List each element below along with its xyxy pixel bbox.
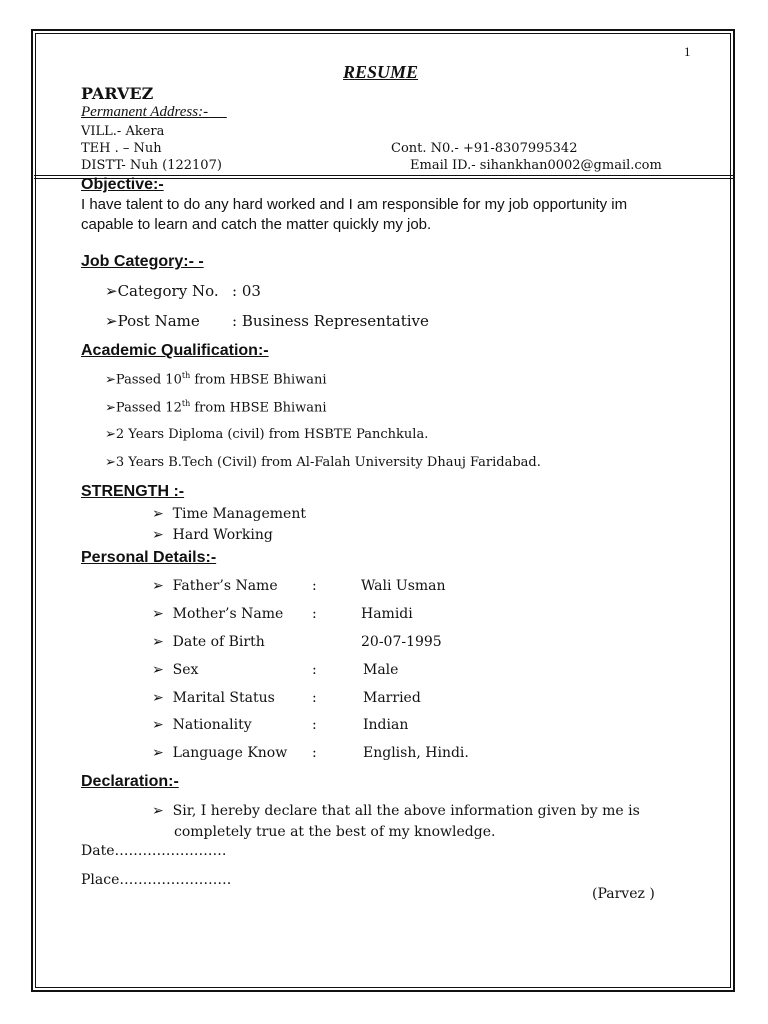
academic-heading: Academic Qualification:- <box>81 342 269 359</box>
academic-item: ➢Passed 10th from HBSE Bhiwani <box>105 371 327 388</box>
place-line: Place…………………… <box>81 872 232 888</box>
personal-row-label: ➢ Sex <box>152 662 199 678</box>
personal-row-label: ➢ Language Know <box>152 745 288 761</box>
declaration-line-2: completely true at the best of my knowledge. <box>174 824 496 840</box>
personal-row-separator: : <box>312 606 317 622</box>
personal-row-value: Married <box>363 690 421 706</box>
personal-row-value: Indian <box>363 717 409 733</box>
objective-heading: Objective:- <box>81 176 164 193</box>
personal-row-value: 20-07-1995 <box>361 634 442 650</box>
job-category-item: ➢Post Name <box>105 312 200 330</box>
personal-row-separator: : <box>312 578 317 594</box>
personal-row-label: ➢ Nationality <box>152 717 252 733</box>
contact-number: Cont. N0.- +91-8307995342 <box>391 141 578 156</box>
job-category-heading: Job Category:- - <box>81 253 204 270</box>
personal-row-label: ➢ Father’s Name <box>152 578 278 594</box>
signature: (Parvez ) <box>592 886 655 902</box>
address-village: VILL.- Akera <box>81 124 165 139</box>
address-district: DISTT- Nuh (122107) <box>81 158 222 173</box>
personal-row-label: ➢ Marital Status <box>152 690 275 706</box>
personal-row-separator: : <box>312 717 317 733</box>
job-category-item: ➢Category No. <box>105 282 219 300</box>
strength-item: ➢ Time Management <box>152 506 306 522</box>
personal-row-value: English, Hindi. <box>363 745 469 761</box>
personal-row-value: Wali Usman <box>361 578 446 594</box>
document-title: RESUME <box>343 62 419 82</box>
personal-row-label: ➢ Mother’s Name <box>152 606 284 622</box>
address-label: Permanent Address:- <box>81 104 209 120</box>
email-address: Email ID.- sihankhan0002@gmail.com <box>410 158 662 173</box>
objective-line-1: I have talent to do any hard worked and I am responsible for my job opportunity im <box>81 196 628 213</box>
date-line: Date…………………… <box>81 843 227 859</box>
declaration-heading: Declaration:- <box>81 773 179 790</box>
applicant-name: PARVEZ <box>81 84 154 103</box>
personal-row-value: Male <box>363 662 399 678</box>
personal-row-separator: : <box>312 662 317 678</box>
strength-heading: STRENGTH :- <box>81 483 185 500</box>
personal-row-label: ➢ Date of Birth <box>152 634 265 650</box>
page-number: 1 <box>684 44 691 59</box>
personal-row-separator: : <box>312 745 317 761</box>
academic-item: ➢Passed 12th from HBSE Bhiwani <box>105 399 327 416</box>
job-category-value: : 03 <box>232 282 261 300</box>
strength-item: ➢ Hard Working <box>152 527 273 543</box>
objective-line-2: capable to learn and catch the matter quickly my job. <box>81 216 432 233</box>
job-category-value: : Business Representative <box>232 312 429 330</box>
personal-heading: Personal Details:- <box>81 549 217 566</box>
declaration-line-1: ➢ Sir, I hereby declare that all the above information given by me is <box>152 803 640 819</box>
academic-item: ➢2 Years Diploma (civil) from HSBTE Panchkula. <box>105 427 429 442</box>
academic-item: ➢3 Years B.Tech (Civil) from Al-Falah University Dhauj Faridabad. <box>105 455 541 470</box>
personal-row-value: Hamidi <box>361 606 413 622</box>
address-tehsil: TEH . – Nuh <box>81 141 162 156</box>
personal-row-separator: : <box>312 690 317 706</box>
